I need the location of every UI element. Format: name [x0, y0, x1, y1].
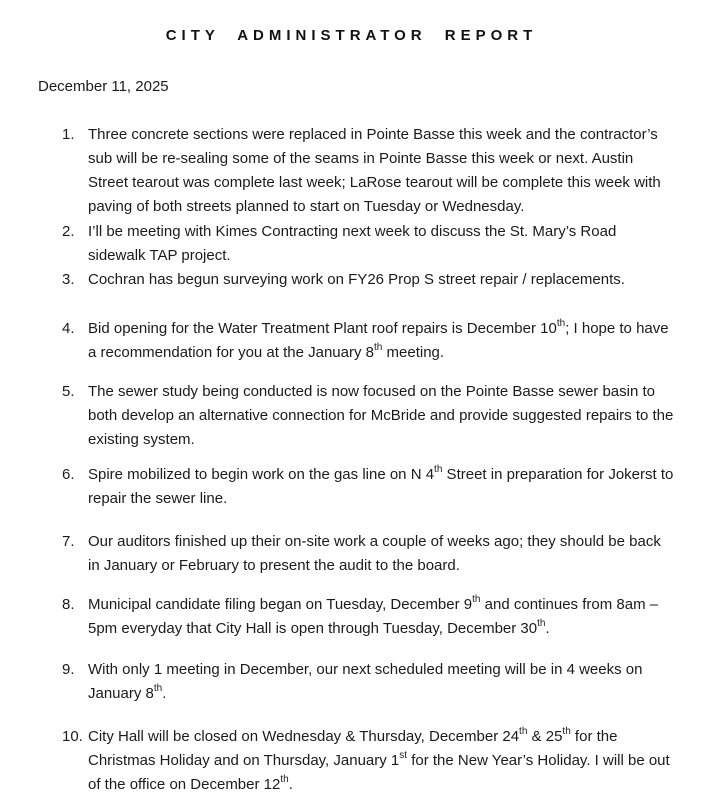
item-text: Municipal candidate filing began on Tuesday, December 9th and continues from 8am – 5pm everyday that City Hall is open through Tuesday, December 30th. — [88, 594, 659, 637]
item-number: 5. — [62, 383, 75, 400]
item-number: 6. — [62, 466, 75, 483]
item-number: 2. — [62, 223, 75, 240]
list-item — [0, 530, 703, 578]
item-text: I’ll be meeting with Kimes Contracting next week to discuss the St. Mary’s Road sidewalk TAP project. — [88, 223, 617, 264]
list-item — [0, 658, 703, 706]
report-title: CITY ADMINISTRATOR REPORT — [165, 27, 538, 44]
list-item — [0, 123, 703, 219]
item-number: 8. — [62, 596, 75, 613]
item-text: Our auditors finished up their on-site work a couple of weeks ago; they should be back in January or February to present the audit to the board. — [88, 533, 661, 574]
report-date: December 11, 2025 — [38, 78, 169, 95]
item-text: Spire mobilized to begin work on the gas line on N 4th Street in preparation for Jokerst to repair the sewer line. — [88, 464, 674, 507]
item-number: 10. — [62, 728, 83, 745]
ordinal-suffix: th — [280, 774, 289, 785]
list-item — [0, 725, 703, 797]
item-number: 9. — [62, 661, 75, 678]
list-item — [0, 220, 703, 268]
ordinal-suffix: th — [556, 318, 566, 329]
list-item — [0, 268, 703, 292]
ordinal-suffix: th — [374, 342, 383, 353]
item-number: 4. — [62, 320, 75, 337]
ordinal-suffix: th — [153, 683, 163, 694]
list-item — [0, 317, 703, 365]
item-text: The sewer study being conducted is now focused on the Pointe Basse sewer basin to both develop an alternative connection for McBride and provide suggested repairs to the existing system. — [88, 383, 674, 448]
item-text: Three concrete sections were replaced in Pointe Basse this week and the contractor’s sub will be re-sealing some of the seams in Pointe Basse this week or next. Austin Street tearout was complete last week; LaRose tearout will be complete this week with paving of both streets planned to start on Tuesday or Wednesday. — [88, 126, 661, 215]
list-item — [0, 380, 703, 452]
item-text: Cochran has begun surveying work on FY26 Prop S street repair / replacements. — [88, 271, 625, 288]
item-text: With only 1 meeting in December, our next scheduled meeting will be in 4 weeks on January 8th. — [88, 661, 643, 702]
ordinal-suffix: th — [537, 618, 546, 629]
report-item-list — [0, 123, 703, 797]
item-number: 1. — [62, 126, 75, 143]
ordinal-suffix: st — [399, 750, 408, 761]
list-item — [0, 463, 703, 511]
ordinal-suffix: th — [562, 726, 571, 737]
item-number: 7. — [62, 533, 75, 550]
item-number: 3. — [62, 271, 75, 288]
ordinal-suffix: th — [519, 726, 528, 737]
ordinal-suffix: th — [434, 464, 443, 475]
item-text: Bid opening for the Water Treatment Plant roof repairs is December 10th; I hope to have a recommendation for you at the January 8th meeting. — [88, 318, 669, 361]
item-text: City Hall will be closed on Wednesday & Thursday, December 24th & 25th for the Christmas Holiday and on Thursday, January 1st for the New Year’s Holiday. I will be out of the office on December 12th. — [88, 726, 670, 793]
ordinal-suffix: th — [472, 594, 481, 605]
list-item — [0, 593, 703, 641]
